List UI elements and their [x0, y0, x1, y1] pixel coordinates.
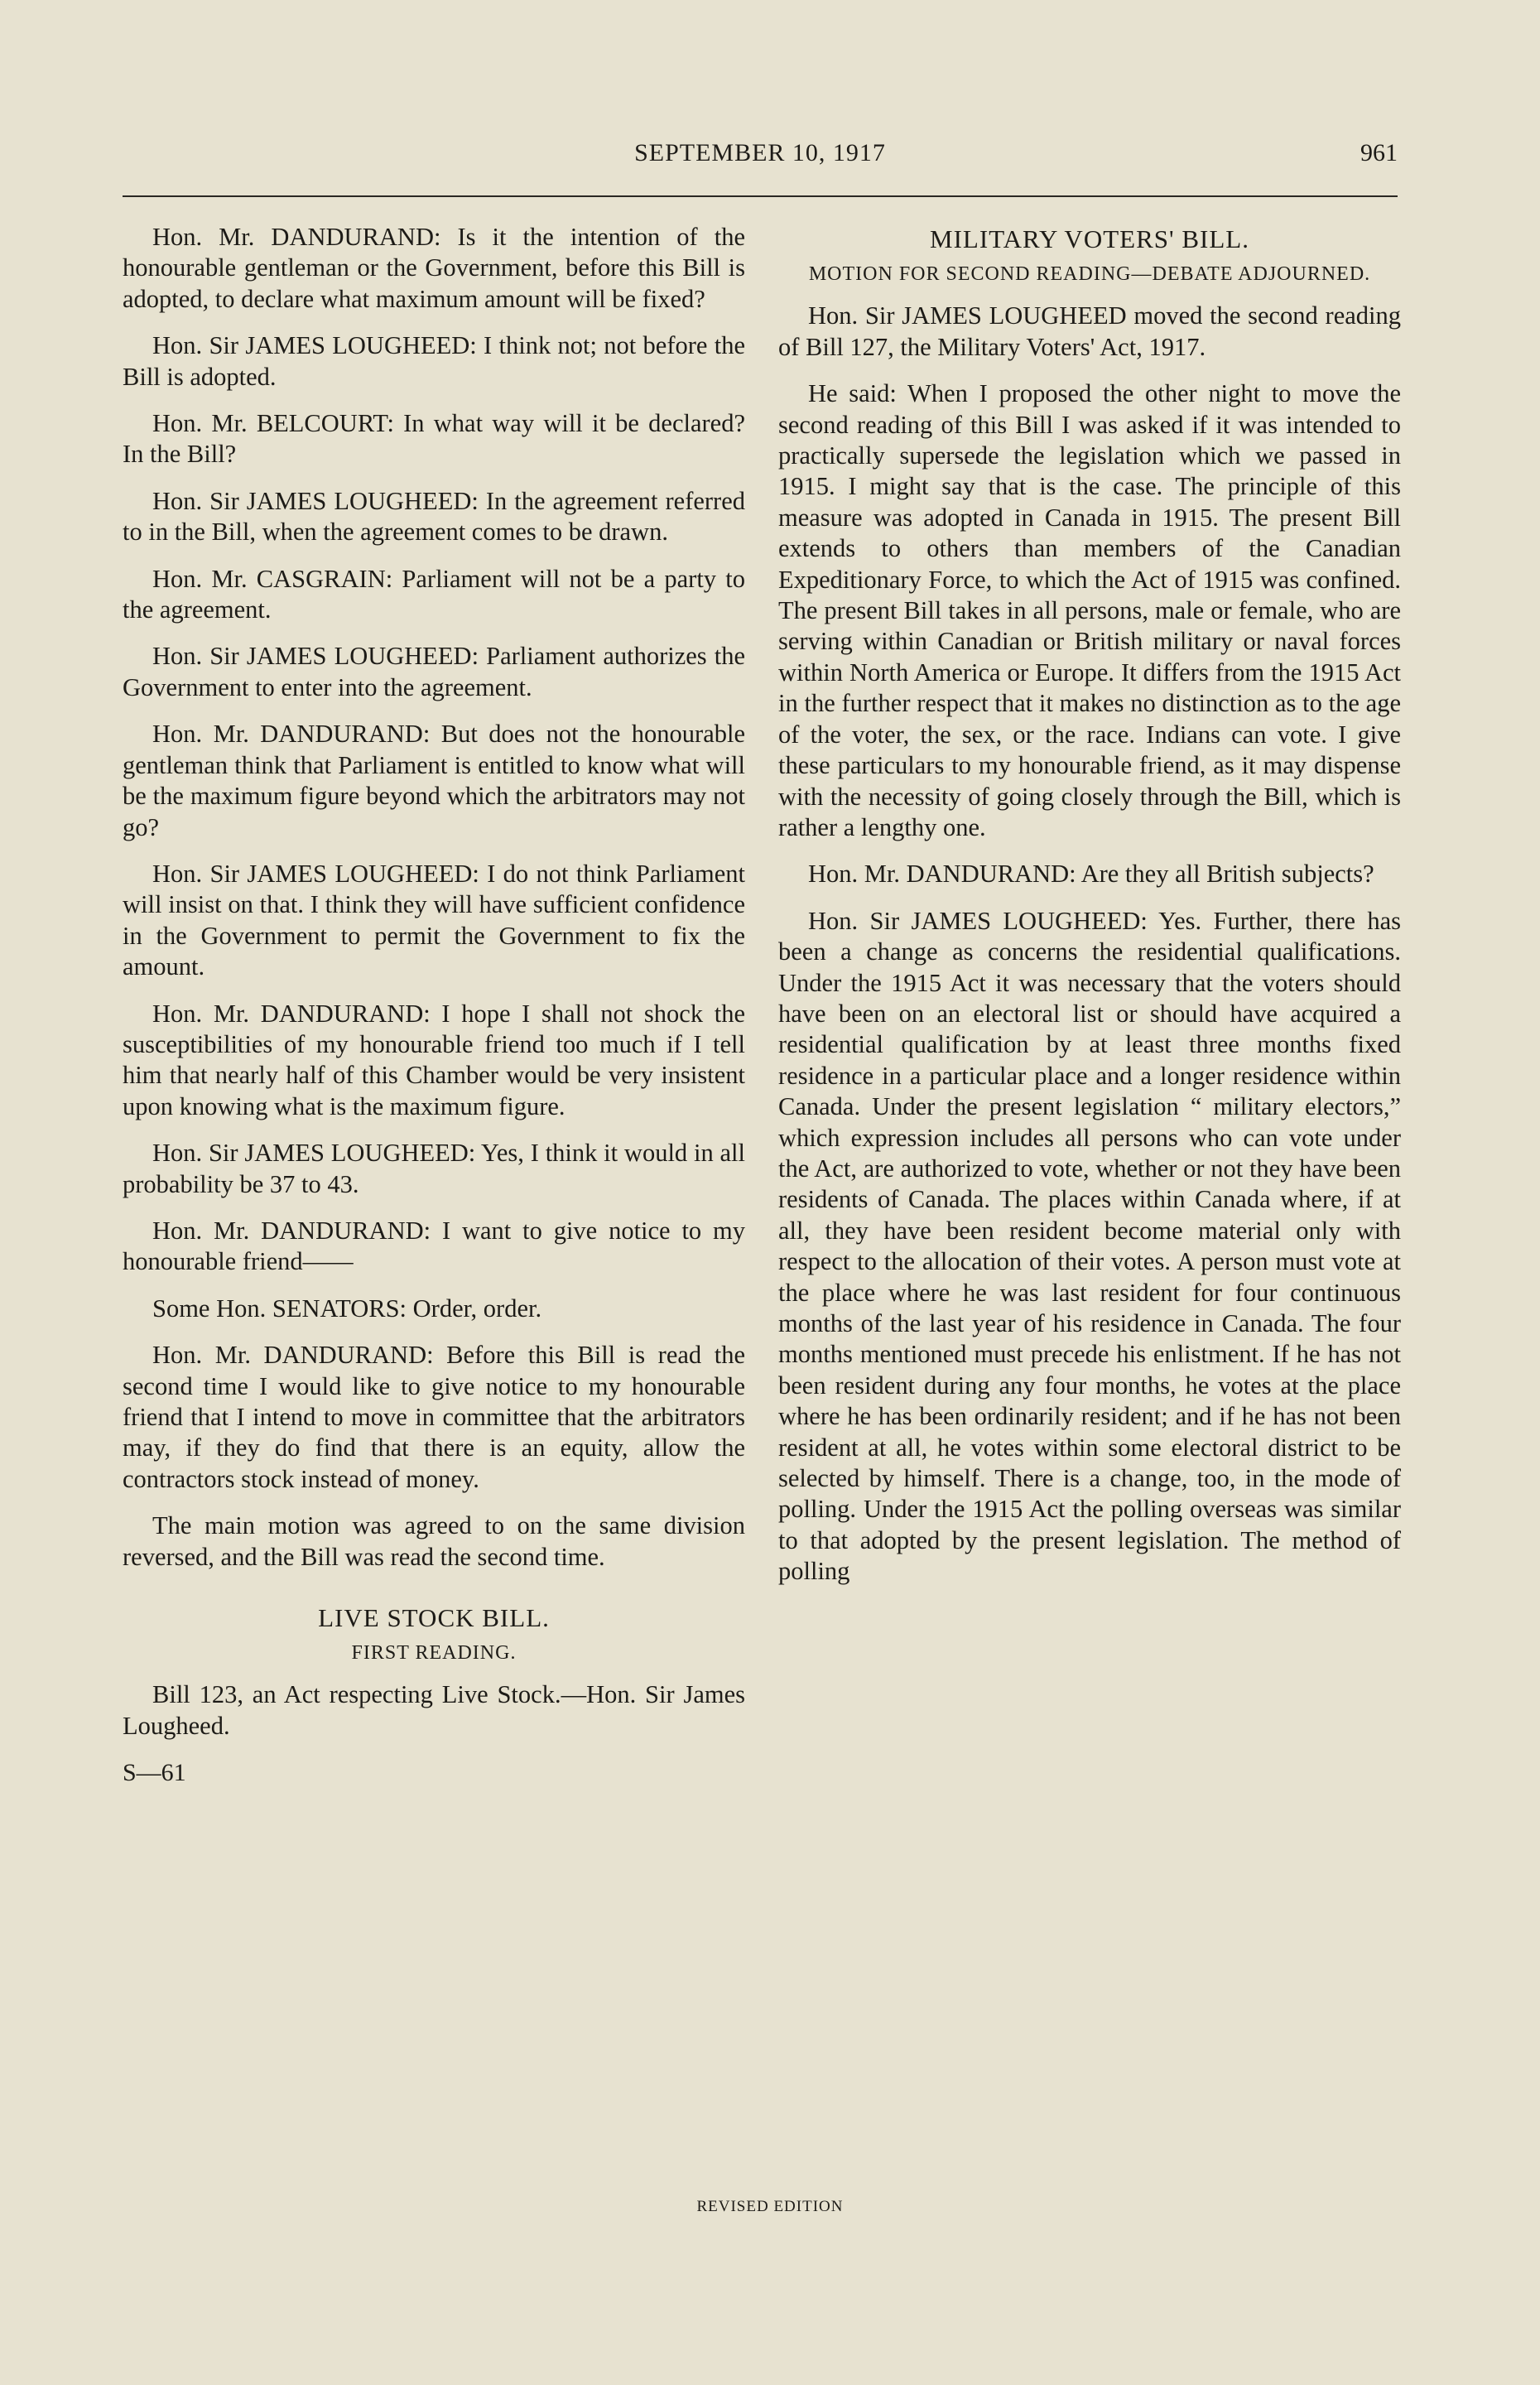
left-column — [123, 222, 745, 1789]
paragraph: Hon. Sir JAMES LOUGHEED: I do not think Parliament will insist on that. I think they will have sufficient confidence in the Government to permit the Government to fix the amount. — [123, 859, 745, 981]
section-title: MILITARY VOTERS' BILL. — [930, 224, 1249, 253]
signature-mark: S—61 — [123, 1759, 186, 1787]
page-number: 961 — [1360, 139, 1398, 166]
page-date: SEPTEMBER 10, 1917 — [634, 139, 886, 166]
paragraph: The main motion was agreed to on the same division reversed, and the Bill was read the second time. — [123, 1511, 745, 1571]
paragraph: Hon. Sir JAMES LOUGHEED: Parliament authorizes the Government to enter into the agreement. — [123, 642, 745, 701]
paragraph: Hon. Mr. CASGRAIN: Parliament will not be a party to the agreement. — [123, 564, 745, 624]
paragraph: Hon. Sir JAMES LOUGHEED: Yes. Further, there has been a change as concerns the residential qualifications. Under the 1915 Act it was necessary that the voters should have been on an electoral list or should have acquired a residential qualification by at least three months fixed residence in a particular place and a longer residence within Canada. Under the present legislation “ military electors,” which expression includes all persons who can vote under the Act, are authorized to vote, whether or not they have been residents of Canada. The places within Canada where, if at all, they have been resident become material only with respect to the allocation of their votes. A person must vote at the place where he was last resident for four continuous months of the last year of his residence in Canada. The four months mentioned must precede his enlistment. If he has not been resident during any four months, he votes at the place where he has been ordinarily resident; and if he has not been resident at all, he votes within some electoral district to be selected by himself. There is a change, too, in the mode of polling. Under the 1915 Act the polling overseas was similar to that adopted by the present legislation. The method of polling — [778, 906, 1401, 1586]
section-subtitle: FIRST READING. — [351, 1642, 517, 1665]
paragraph: Some Hon. SENATORS: Order, order. — [152, 1294, 542, 1323]
paragraph: Hon. Mr. DANDURAND: I hope I shall not shock the susceptibilities of my honourable friend too much if I tell him that nearly half of this Chamber would be very insistent upon knowing what is the maximum figure. — [123, 999, 745, 1120]
right-column — [778, 222, 1401, 1603]
paragraph: Bill 123, an Act respecting Live Stock.—Hon. Sir James Lougheed. — [123, 1680, 745, 1740]
paragraph: Hon. Mr. DANDURAND: Are they all British subjects? — [808, 860, 1374, 889]
page-footer: REVISED EDITION — [696, 2198, 844, 2215]
paragraph: Hon. Mr. DANDURAND: Is it the intention of the honourable gentleman or the Government, before this Bill is adopted, to declare what maximum amount will be fixed? — [123, 223, 745, 313]
paragraph: Hon. Mr. DANDURAND: I want to give notice to my honourable friend—— — [123, 1216, 745, 1276]
paragraph: Hon. Sir JAMES LOUGHEED: I think not; not before the Bill is adopted. — [123, 331, 745, 391]
paragraph: Hon. Mr. BELCOURT: In what way will it be declared? In the Bill? — [123, 409, 745, 469]
paragraph: Hon. Mr. DANDURAND: But does not the honourable gentleman think that Parliament is entitled to know what will be the maximum figure beyond which the arbitrators may not go? — [123, 720, 745, 841]
paragraph: Hon. Sir JAMES LOUGHEED: In the agreement referred to in the Bill, when the agreement comes to be drawn. — [123, 486, 745, 547]
paragraph: Hon. Sir JAMES LOUGHEED: Yes, I think it would in all probability be 37 to 43. — [123, 1139, 745, 1198]
paragraph: Hon. Mr. DANDURAND: Before this Bill is read the second time I would like to give notice to my honourable friend that I intend to move in committee that the arbitrators may, if they do find that there is an equity, allow the contractors stock instead of money. — [123, 1341, 745, 1493]
header-rule — [123, 195, 1398, 197]
section-title: LIVE STOCK BILL. — [318, 1603, 550, 1633]
paragraph: He said: When I proposed the other night to move the second reading of this Bill I was asked if it was intended to practically supersede the legislation which we passed in 1915. I might say that is the case. The principle of this measure was adopted in Canada in 1915. The present Bill extends to others than members of the Canadian Expeditionary Force, to which the Act of 1915 was confined. The present Bill takes in all persons, male or female, who are serving within Canadian or British military or naval forces within North America or Europe. It differs from the 1915 Act in the further respect that it makes no distinction as to the age of the voter, the sex, or the race. Indians can vote. I give these particulars to my honourable friend, as it may dispense with the necessity of going closely through the Bill, which is rather a lengthy one. — [778, 379, 1401, 841]
page-header — [123, 139, 1398, 179]
paragraph: Hon. Sir JAMES LOUGHEED moved the second reading of Bill 127, the Military Voters' Act, 1917. — [778, 301, 1401, 361]
section-subtitle: MOTION FOR SECOND READING—DEBATE ADJOURNED. — [808, 263, 1371, 286]
